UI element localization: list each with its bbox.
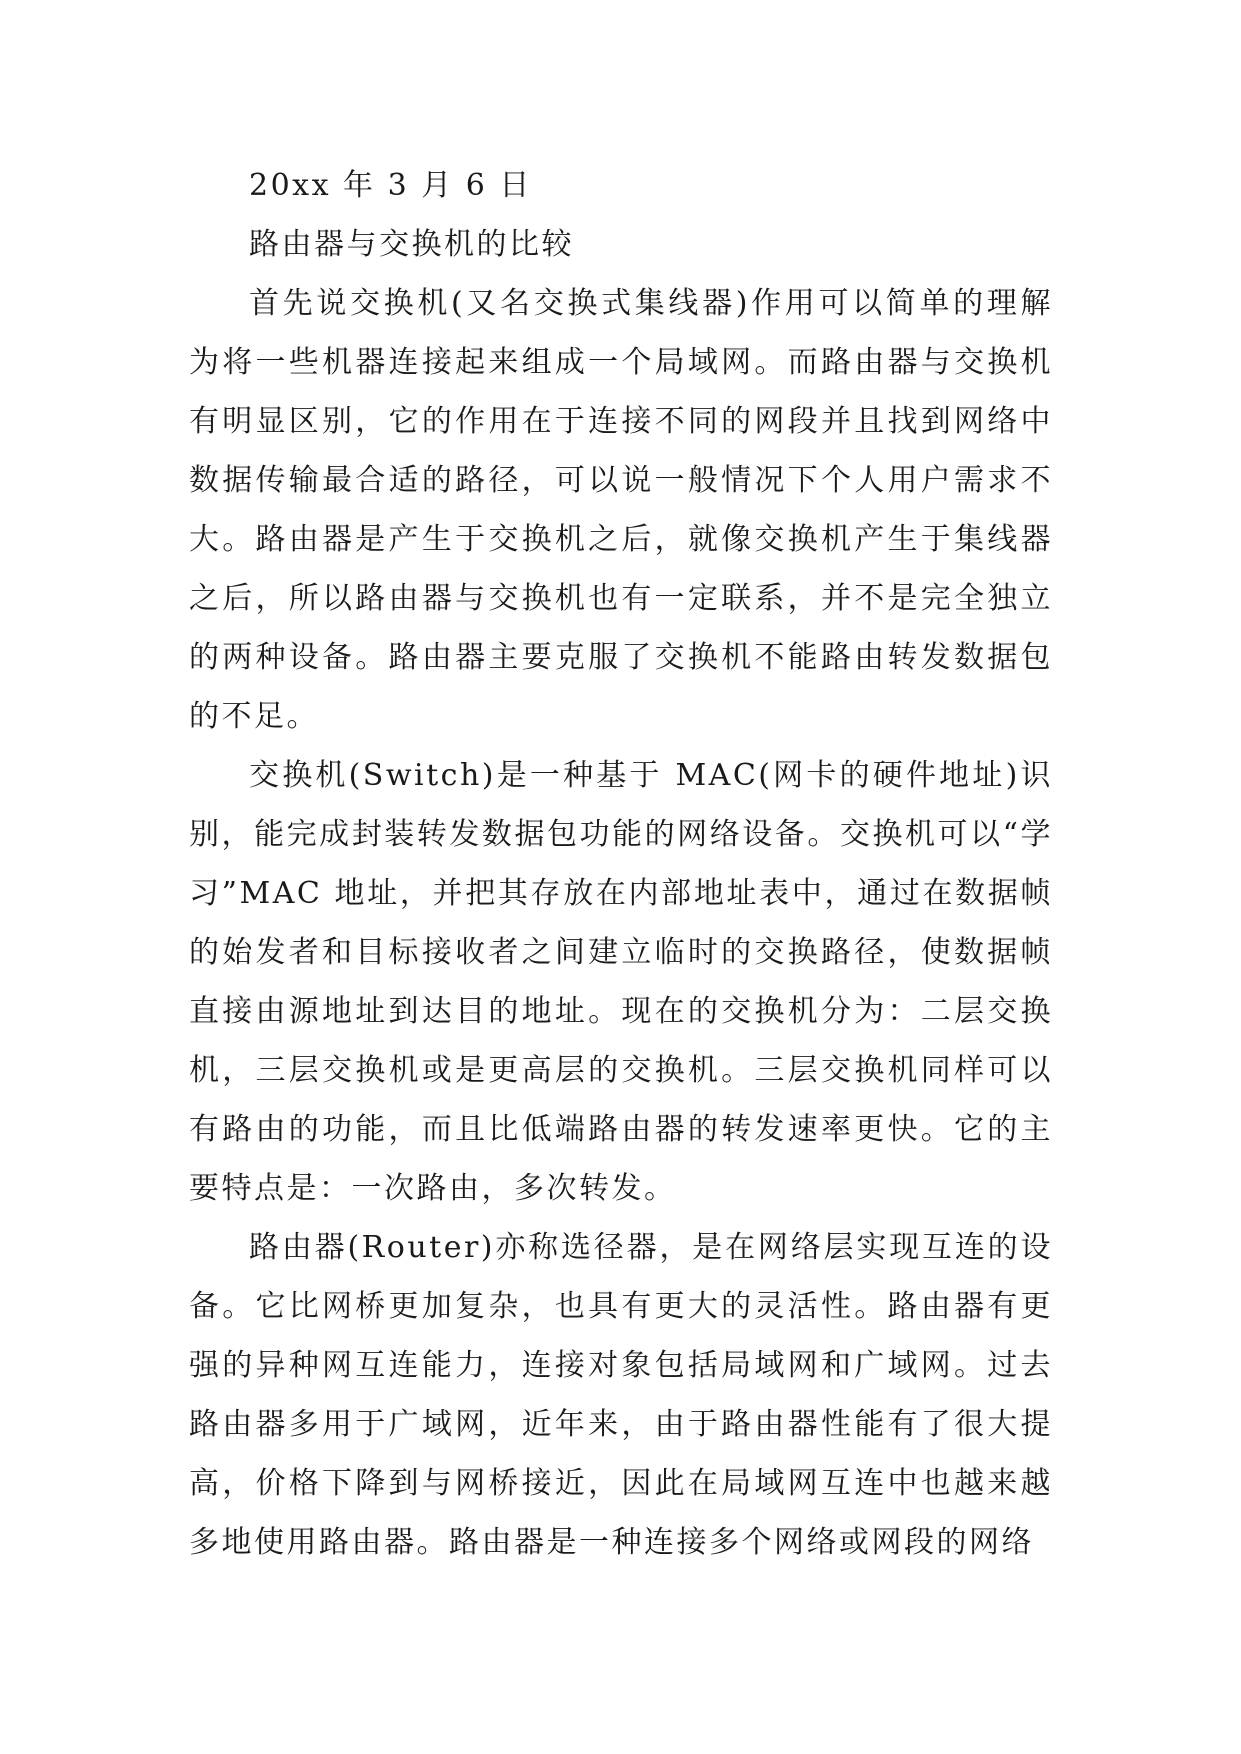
document-title: 路由器与交换机的比较 <box>249 227 574 262</box>
paragraph-router: 路由器(Router)亦称选径器，是在网络层实现互连的设备。它比网桥更加复杂，也具有更大的灵活性。路由器有更强的异种网互连能力，连接对象包括局域网和广域网。过去路由器多用于广域网，近年来，由于路由器性能有了很大提高，价格下降到与网桥接近，因此在局域网互连中也越来越多地使用路由器。路由器是一种连接多个网络或网段的网络 <box>189 1230 1053 1560</box>
paragraph-intro: 首先说交换机(又名交换式集线器)作用可以简单的理解为将一些机器连接起来组成一个局域网。而路由器与交换机有明显区别，它的作用在于连接不同的网段并且找到网络中数据传输最合适的路径，可以说一般情况下个人用户需求不大。路由器是产生于交换机之后，就像交换机产生于集线器之后，所以路由器与交换机也有一定联系，并不是完全独立的两种设备。路由器主要克服了交换机不能路由转发数据包的不足。 <box>189 286 1053 734</box>
paragraph-switch: 交换机(Switch)是一种基于 MAC(网卡的硬件地址)识别，能完成封装转发数据包功能的网络设备。交换机可以“学习”MAC 地址，并把其存放在内部地址表中，通过在数据帧的始发者和目标接收者之间建立临时的交换路径，使数据帧直接由源地址到达目的地址。现在的交换机分为：二层交换机，三层交换机或是更高层的交换机。三层交换机同样可以有路由的功能，而且比低端路由器的转发速率更快。它的主要特点是：一次路由，多次转发。 <box>189 758 1053 1206</box>
document-body <box>189 156 1053 1572</box>
date-line: 20xx 年 3 月 6 日 <box>249 168 532 203</box>
